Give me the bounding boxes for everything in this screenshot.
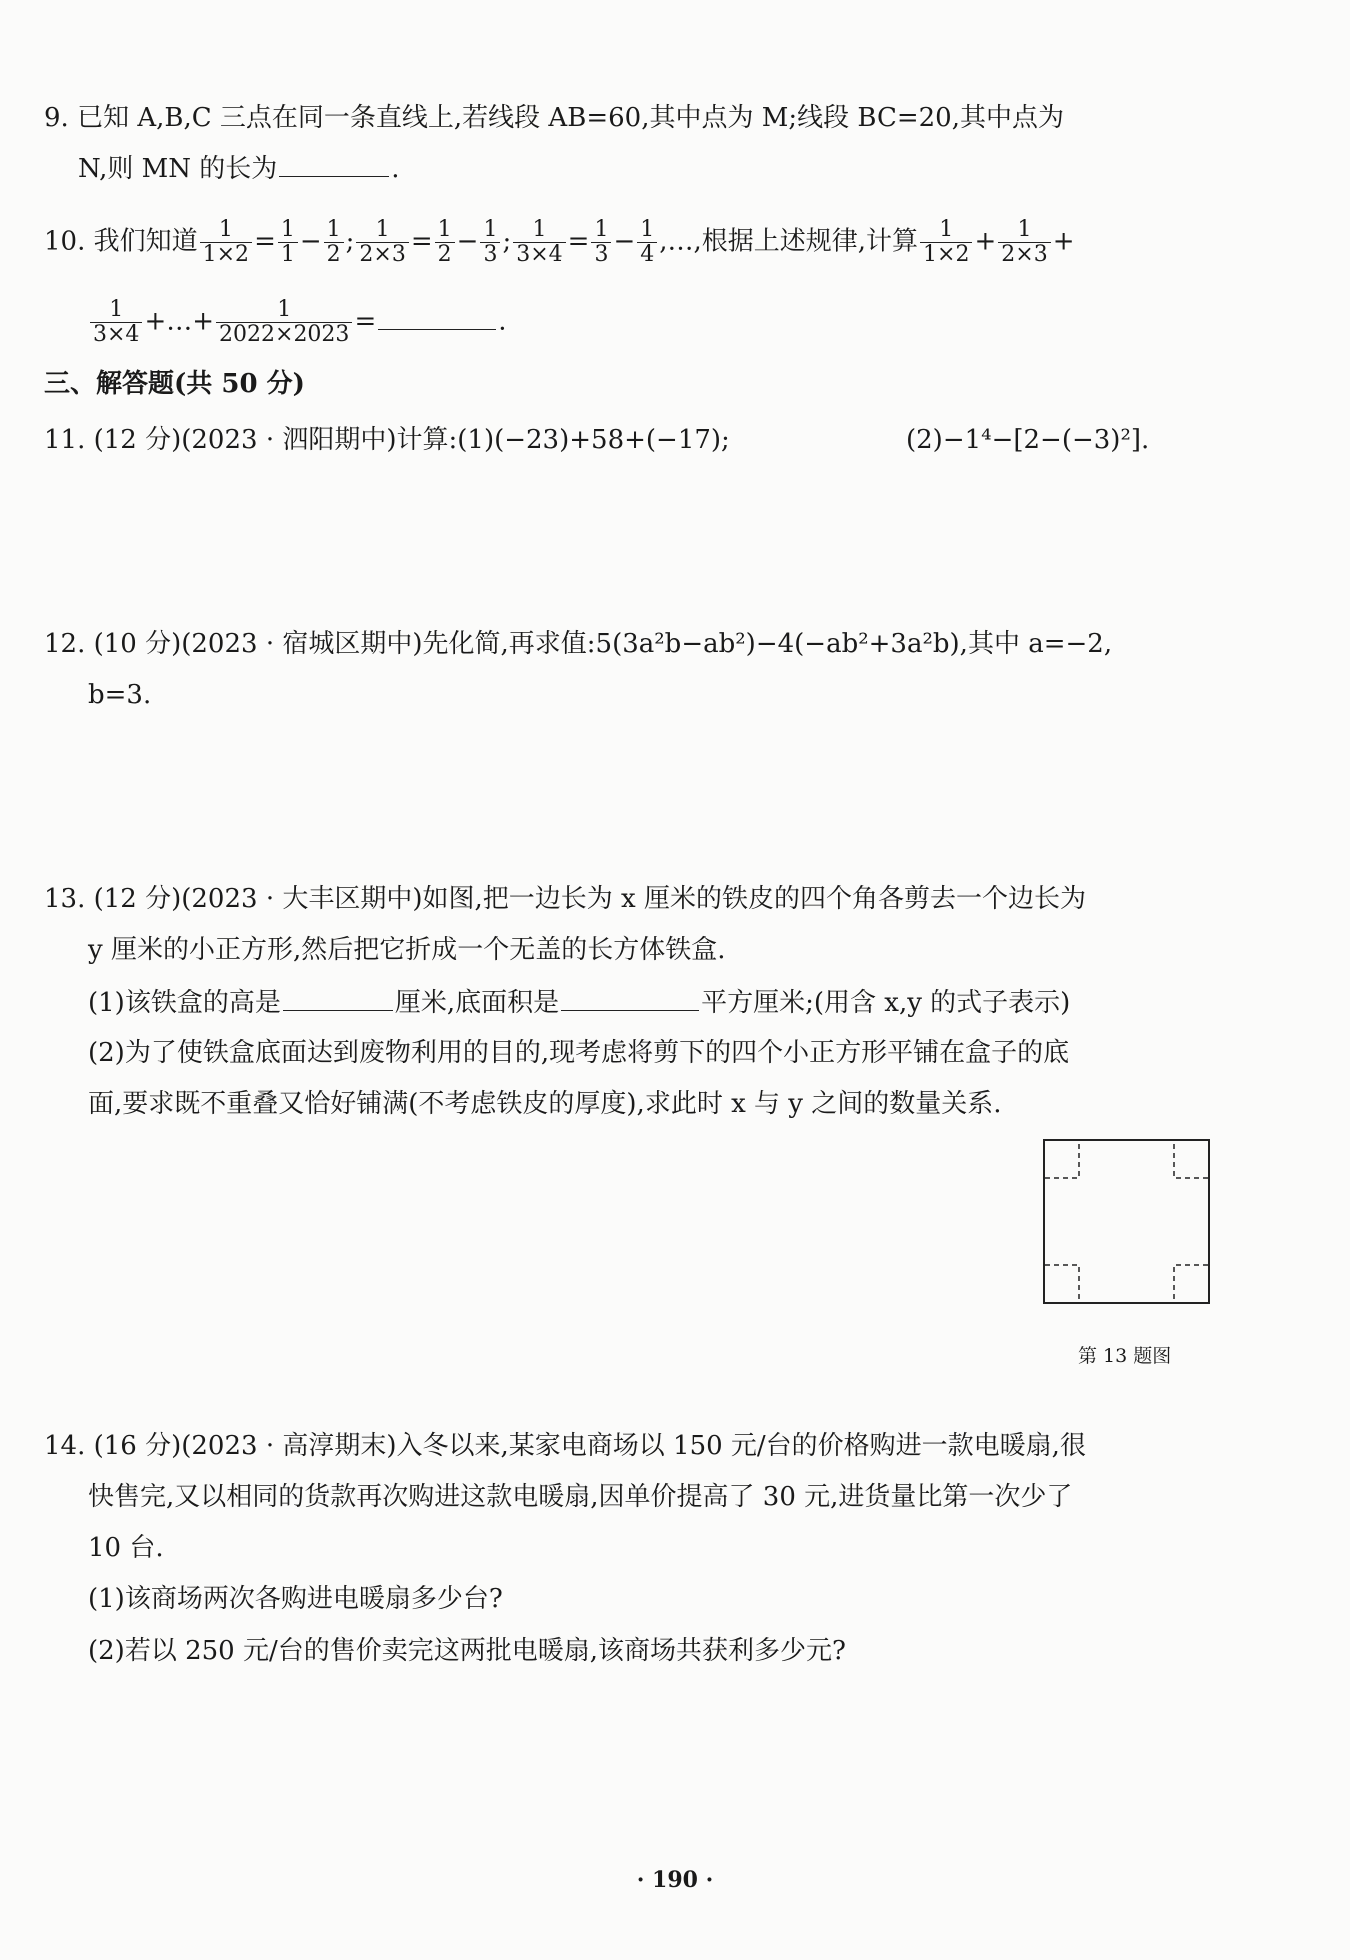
q13-part1-text: (1)该铁盒的高是 (88, 988, 281, 1018)
q12-line1: 12. (10 分)(2023 · 宿城区期中)先化简,再求值:5(3a²b−ab²)−4(−ab²+3a²b),其中 a=−2, (44, 629, 1113, 659)
q13-part2-line2: 面,要求既不重叠又恰好铺满(不考虑铁皮的厚度),求此时 x 与 y 之间的数量关系. (88, 1089, 1002, 1119)
q13-part1-end: 平方厘米;(用含 x,y 的式子表示) (701, 988, 1071, 1018)
q13-line1: 13. (12 分)(2023 · 大丰区期中)如图,把一边长为 x 厘米的铁皮的四个角各剪去一个边长为 (44, 884, 1086, 914)
q10-fraction: $\frac{1}{2}$ (435, 218, 455, 267)
q13-area-blank[interactable] (561, 984, 699, 1011)
cut-corner-bottom-left (1045, 1265, 1079, 1302)
q10-mid: ,…,根据上述规律,计算 (659, 226, 919, 257)
q9-line2-text: N,则 MN 的长为 (78, 154, 278, 184)
q14-line1: 14. (16 分)(2023 · 高淳期末)入冬以来,某家电商场以 150 元/台的价格购进一款电暖扇,很 (44, 1431, 1086, 1461)
q10-fraction: $\frac{1}{1\times 2}$ (200, 218, 252, 267)
q14-part1: (1)该商场两次各购进电暖扇多少台? (88, 1584, 503, 1614)
q14-line3: 10 台. (88, 1533, 164, 1563)
q10-line2: $\frac{1}{3\times 4}$ +…+ $\frac{1}{2022\times 2023}$ = . (88, 298, 507, 347)
q11-line: 11. (12 分)(2023 · 泗阳期中)计算:(1)(−23)+58+(−17); (44, 425, 730, 455)
q10-fraction: $\frac{1}{3}$ (591, 218, 611, 267)
figure-caption: 第 13 题图 (1078, 1345, 1172, 1367)
q11-part2: (2)−1⁴−[2−(−3)²]. (906, 425, 1150, 455)
q10-fraction: $\frac{1}{3\times 4}$ (513, 218, 565, 267)
q10-line1: 10. 我们知道 $\frac{1}{1\times 2}$ = $\frac{1}{1}$ − $\frac{1}{2}$ ; $\frac{1}{2\times 3}$ = $\frac{1}{2}$ − $\frac{1}{3}$ ; $\frac{1}{3\times 4}$ = $\frac{1}{3}$ − $\frac{1}{4}$ ,…,根据上述规律,计算 $\frac{1}{1\times 2}$ + $\frac{1}{2\times 3}$ + (44, 217, 1075, 267)
q10-fraction: $\frac{1}{1\times 2}$ (920, 218, 972, 267)
q10-fraction: $\frac{1}{2022\times 2023}$ (216, 298, 352, 347)
q10-fraction: $\frac{1}{2\times 3}$ (356, 218, 408, 267)
q9-answer-blank[interactable] (279, 150, 389, 177)
q14-line2: 快售完,又以相同的货款再次购进这款电暖扇,因单价提高了 30 元,进货量比第一次少了 (88, 1482, 1073, 1512)
q13-height-blank[interactable] (283, 984, 393, 1011)
q10-fraction: $\frac{1}{2\times 3}$ (998, 218, 1050, 267)
q14-part2: (2)若以 250 元/台的售价卖完这两批电暖扇,该商场共获利多少元? (88, 1636, 846, 1666)
q10-fraction: $\frac{1}{3\times 4}$ (90, 298, 142, 347)
q12-line2: b=3. (88, 680, 152, 710)
q10-fraction: $\frac{1}{4}$ (637, 218, 657, 267)
q13-line2: y 厘米的小正方形,然后把它折成一个无盖的长方体铁盒. (88, 935, 726, 965)
cut-corner-bottom-right (1174, 1265, 1208, 1302)
section-heading: 三、解答题(共 50 分) (44, 369, 305, 399)
q10-fraction: $\frac{1}{1}$ (278, 218, 298, 267)
q13-figure-drawing (1045, 1141, 1208, 1302)
q10-answer-blank[interactable] (378, 303, 496, 330)
q13-figure (1043, 1139, 1210, 1304)
q10-lead: 10. 我们知道 (44, 226, 198, 257)
q13-part2-line1: (2)为了使铁盒底面达到废物利用的目的,现考虑将剪下的四个小正方形平铺在盒子的底 (88, 1038, 1070, 1068)
q13-part1 (88, 984, 1070, 1020)
q9-line1: 9. 已知 A,B,C 三点在同一条直线上,若线段 AB=60,其中点为 M;线段 BC=20,其中点为 (44, 103, 1064, 133)
q9-line2 (78, 150, 400, 186)
q10-ellipsis: +…+ (144, 306, 215, 337)
page-number: · 190 · (636, 1867, 714, 1893)
q13-part1-mid: 厘米,底面积是 (394, 988, 560, 1018)
q10-end: . (498, 306, 507, 337)
q10-fraction: $\frac{1}{2}$ (324, 218, 344, 267)
q9-line2-end: . (391, 154, 400, 184)
cut-corner-top-right (1174, 1141, 1208, 1178)
cut-corner-top-left (1045, 1141, 1079, 1178)
q10-fraction: $\frac{1}{3}$ (480, 218, 500, 267)
